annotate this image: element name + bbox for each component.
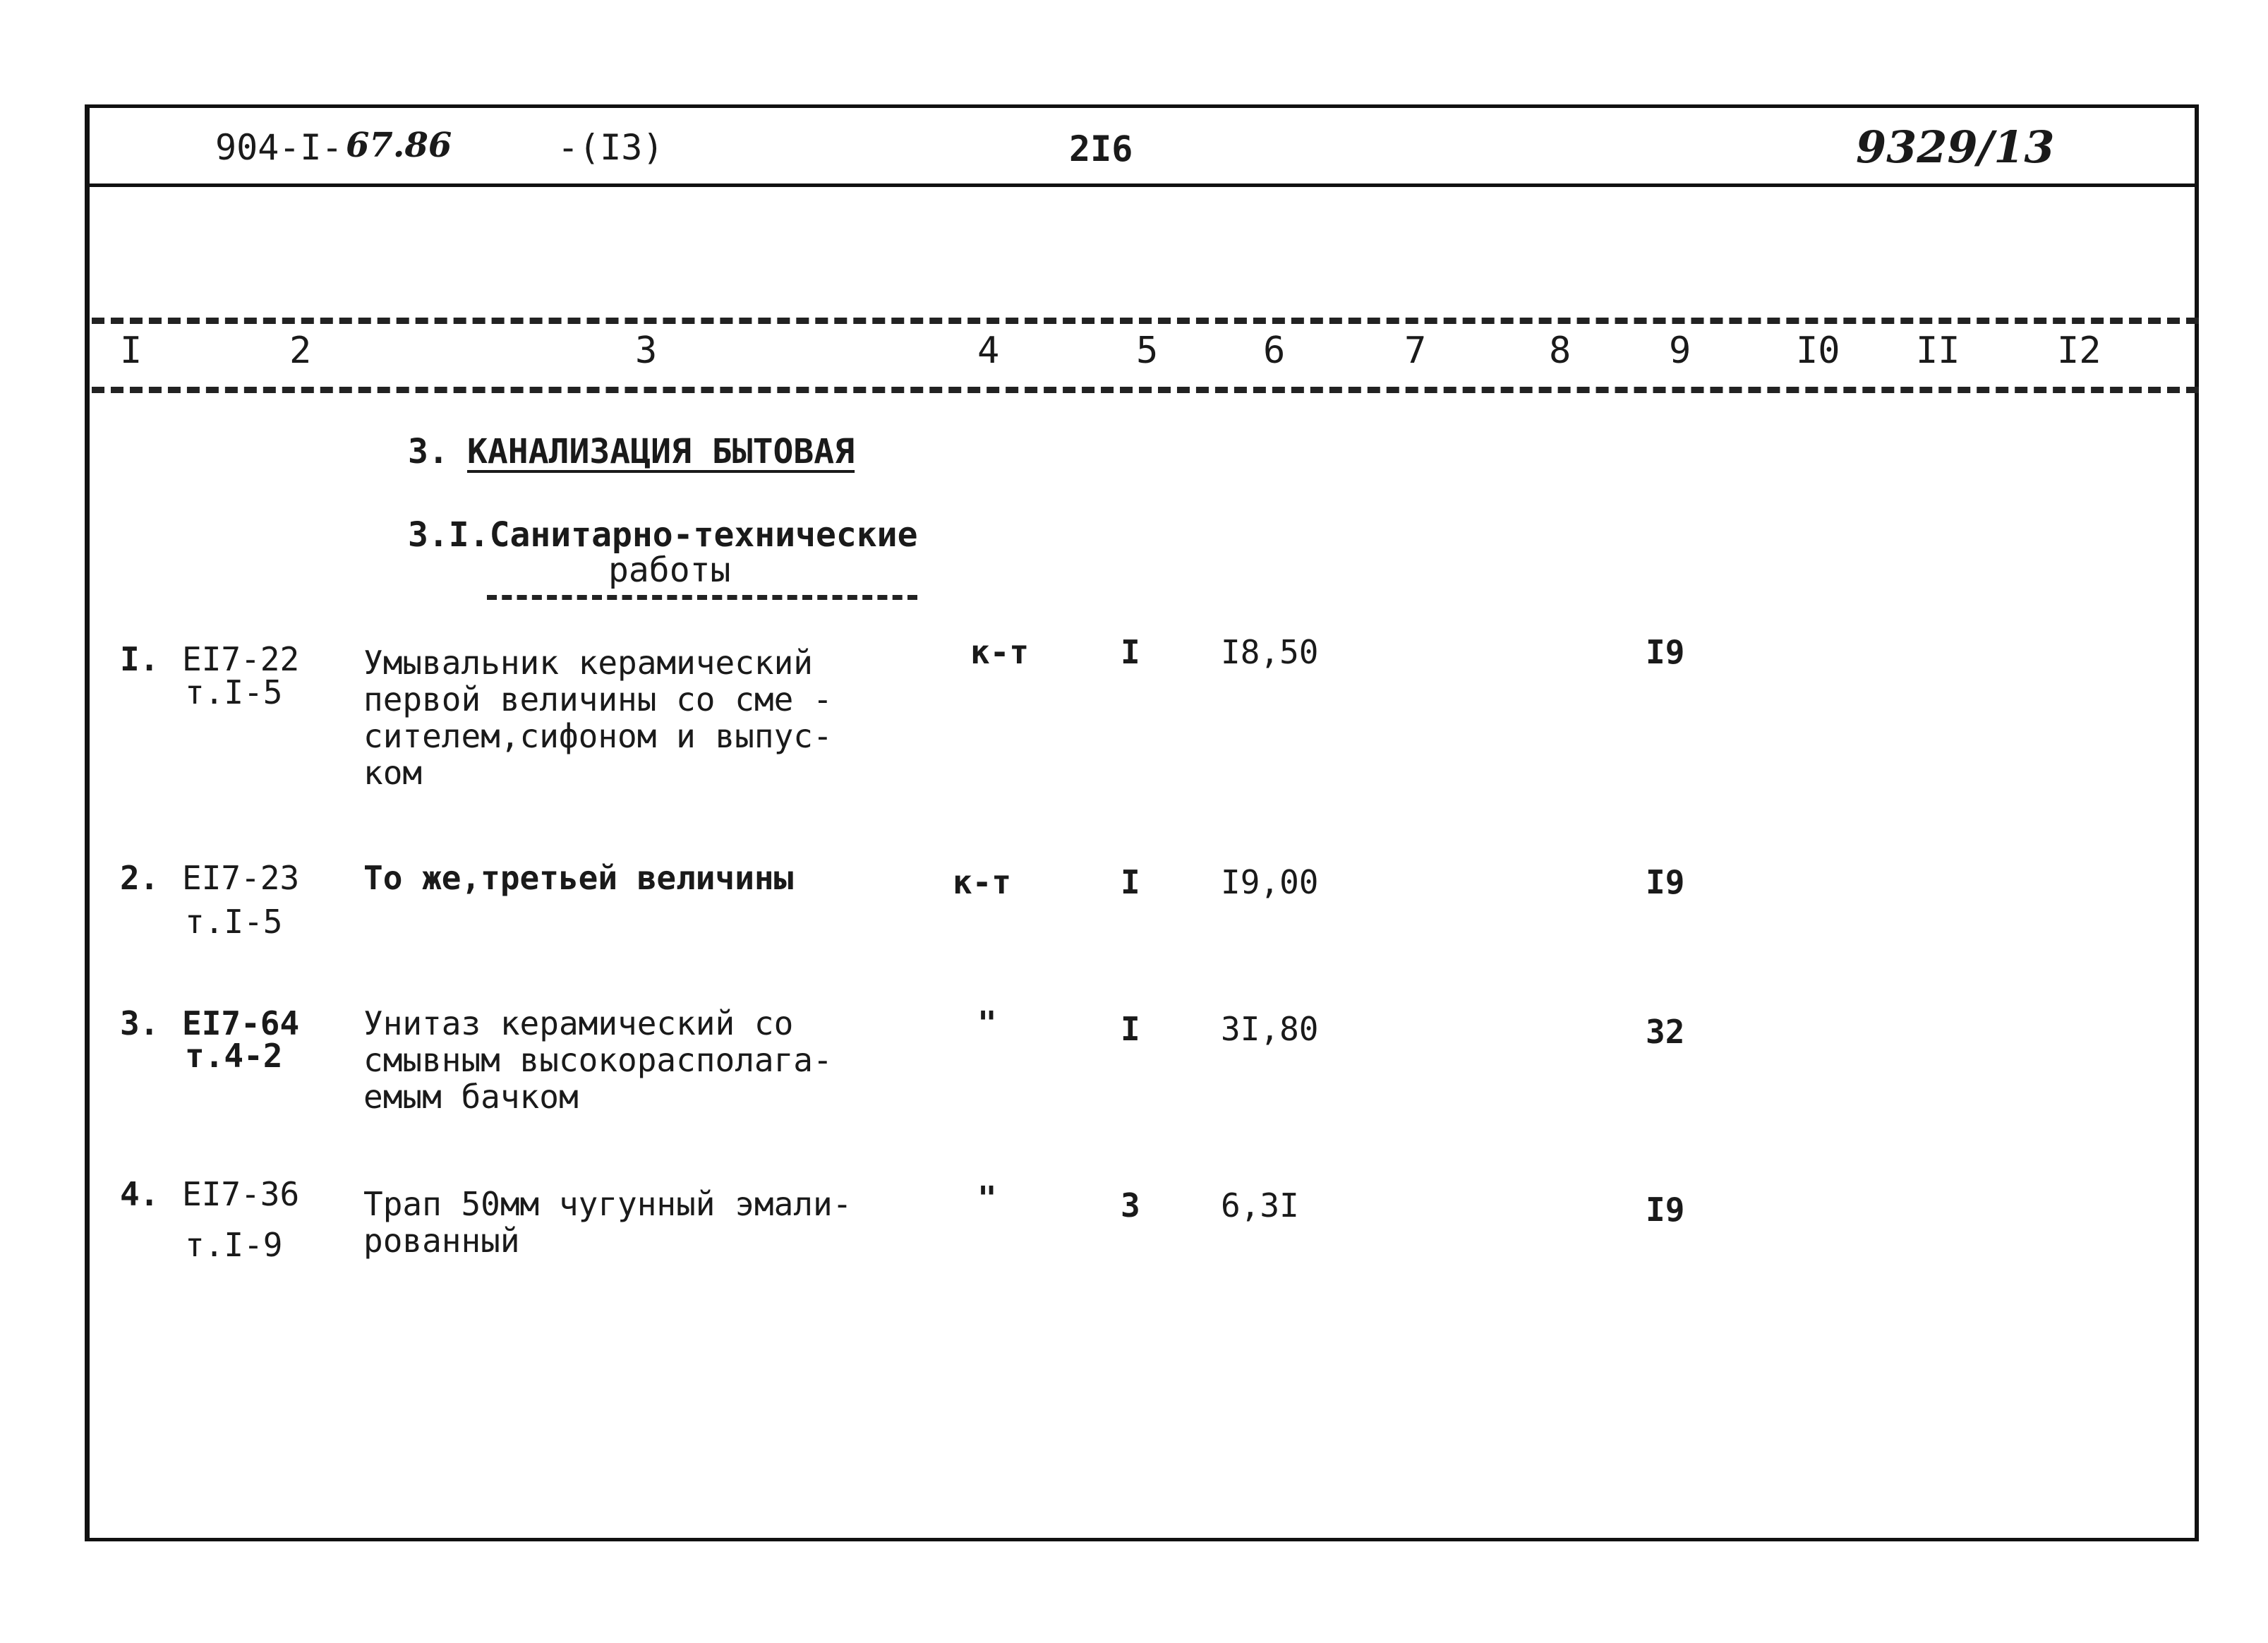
doc-code: 904-I- xyxy=(215,127,343,168)
row-reference: т.4-2 xyxy=(185,1037,283,1075)
row-unit: к-т xyxy=(953,863,1012,901)
column-header: 3 xyxy=(635,330,658,372)
row-code: EI7-22 xyxy=(182,640,300,678)
page-number: 2I6 xyxy=(1069,128,1133,169)
row-number: 2. xyxy=(120,859,159,897)
row-description: Унитаз керамический со смывным высокорасполага- емым бачком xyxy=(363,1004,833,1116)
row-quantity: I xyxy=(1121,1010,1140,1048)
row-number: 4. xyxy=(120,1175,159,1213)
row-unit: " xyxy=(977,1004,997,1042)
subsection-title-line2: работы xyxy=(608,550,731,590)
column-header: 2 xyxy=(289,330,312,372)
row-reference: т.I-5 xyxy=(185,903,283,941)
subsection-title-line1: 3.I.Санитарно-технические xyxy=(408,515,918,555)
row-number: I. xyxy=(120,640,159,678)
row-price: 6,3I xyxy=(1221,1186,1299,1224)
row-price: I8,50 xyxy=(1221,633,1319,671)
row-code: EI7-23 xyxy=(182,859,300,897)
part-number: -(I3) xyxy=(557,127,664,168)
row-quantity: I xyxy=(1121,863,1140,901)
header-rule xyxy=(85,183,2199,187)
row-description: Трап 50мм чугунный эмали- рованный xyxy=(363,1185,852,1260)
row-unit: " xyxy=(977,1179,997,1217)
column-header-top-rule xyxy=(92,318,2199,324)
column-header: I xyxy=(120,330,143,372)
column-header: 9 xyxy=(1669,330,1691,372)
row-code: EI7-36 xyxy=(182,1175,300,1213)
row-col9: I9 xyxy=(1646,633,1685,671)
column-header: II xyxy=(1916,330,1960,372)
row-col9: 32 xyxy=(1646,1013,1685,1051)
row-unit: к-т xyxy=(970,633,1030,671)
row-code: EI7-64 xyxy=(182,1004,300,1042)
column-header: I0 xyxy=(1796,330,1840,372)
column-header: I2 xyxy=(2057,330,2101,372)
column-header-bottom-rule xyxy=(92,387,2199,393)
row-reference: т.I-5 xyxy=(185,673,283,711)
column-header: 4 xyxy=(977,330,1000,372)
row-description: То же,третьей величины xyxy=(363,859,794,897)
row-price: 3I,80 xyxy=(1221,1010,1319,1048)
row-description: Умывальник керамический первой величины со сме - сителем,сифоном и выпус- ком xyxy=(363,644,833,792)
subsection-underline xyxy=(487,595,917,600)
row-col9: I9 xyxy=(1646,863,1685,901)
doc-code-handwritten: 67.86 xyxy=(346,126,452,165)
row-col9: I9 xyxy=(1646,1191,1685,1229)
row-quantity: 3 xyxy=(1121,1186,1140,1224)
column-header: 7 xyxy=(1404,330,1427,372)
registry-number: 9329/13 xyxy=(1856,121,2055,173)
row-number: 3. xyxy=(120,1004,159,1042)
row-price: I9,00 xyxy=(1221,863,1319,901)
section-title: КАНАЛИЗАЦИЯ БЫТОВАЯ xyxy=(467,432,855,471)
column-header: 6 xyxy=(1263,330,1286,372)
column-header: 8 xyxy=(1549,330,1572,372)
section-number: 3. xyxy=(408,432,449,471)
column-header: 5 xyxy=(1136,330,1159,372)
row-quantity: I xyxy=(1121,633,1140,671)
row-reference: т.I-9 xyxy=(185,1226,283,1264)
